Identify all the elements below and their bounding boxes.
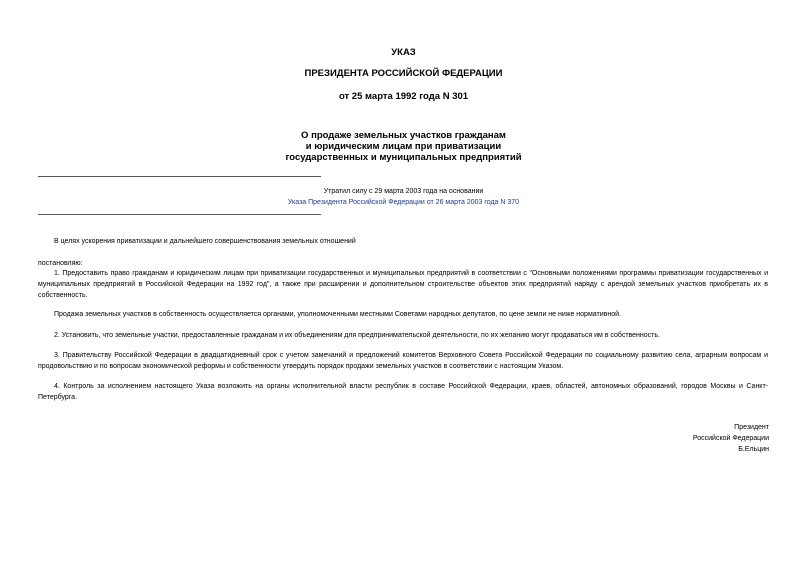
divider-bottom xyxy=(38,214,321,215)
date-number-line: от 25 марта 1992 года N 301 xyxy=(338,91,469,102)
document-type-title: УКАЗ xyxy=(391,47,416,58)
item-1-extra-paragraph: Продажа земельных участков в собственность осуществляется органами, уполномоченными местными Советами народных депутатов, по цене земли не ниже нормативной. xyxy=(54,311,621,318)
heading-line-3: государственных и муниципальных предприятий xyxy=(285,152,522,163)
heading-line-1: О продаже земельных участков гражданам xyxy=(301,130,506,141)
heading-line-2: и юридическим лицам при приватизации xyxy=(305,141,502,152)
divider-top xyxy=(38,176,321,177)
item-3-paragraph: 3. Правительству Российской Федерации в двадцатидневный срок с учетом замечаний и предложений комитетов Верховного Совета Российской Федерации по социальному развитию села, аграрным вопросам и продовольствию и по вопросам экономической реформы и собственности утвердить порядок продажи земельных участков в соответствии с настоящим Указом. xyxy=(38,352,768,370)
item-4-paragraph: 4. Контроль за исполнением настоящего Указа возложить на органы исполнительной власти республик в составе Российской Федерации, краев, областей, автономных образований, городов Москвы и Санкт-Петербурга. xyxy=(38,383,768,401)
item-1-paragraph: 1. Предоставить право гражданам и юридическим лицам при приватизации государственных и муниципальных предприятий в соответствии с "Основными положениями программы приватизации государственных и муниципальных предприятий в Российской Федерации на 1992 год", а также при расширении и дополнительном строительстве объектов этих предприятий наряду с арендой земельных участков приобретать их в собственность. xyxy=(38,270,768,299)
signature-title: Президент xyxy=(734,424,769,431)
signature-office: Российской Федерации xyxy=(692,435,769,442)
item-2-paragraph: 2. Установить, что земельные участки, предоставленные гражданам и их объединениям для предпринимательской деятельности, по их желанию могут продаваться им в собственность. xyxy=(54,332,660,339)
decree-word: постановляю: xyxy=(38,260,83,267)
status-note-link-line xyxy=(0,198,807,207)
issuer-title: ПРЕЗИДЕНТА РОССИЙСКОЙ ФЕДЕРАЦИИ xyxy=(304,68,503,79)
preamble-paragraph: В целях ускорения приватизации и дальнейшего совершенствования земельных отношений xyxy=(54,238,356,245)
amending-decree-link[interactable]: Указа Президента Российской Федерации от 26 марта 2003 года N 370 xyxy=(287,199,520,206)
status-note-text: Утратил силу с 29 марта 2003 года на основании xyxy=(323,188,484,195)
signature-name: Б.Ельцин xyxy=(738,446,769,453)
